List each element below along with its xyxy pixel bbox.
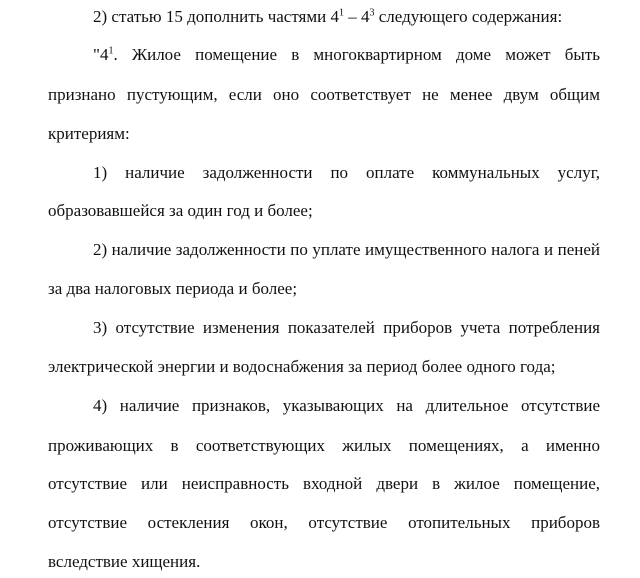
- criterion-4-line-3: отсутствие или неисправность входной двери в жилое помещение,: [48, 474, 600, 493]
- part-4-1-line-1: "$4^1$. Жилое помещение в многоквартирном доме может быть: [93, 45, 600, 64]
- criterion-3-line-2: электрической энергии и водоснабжения за период более одного года;: [48, 357, 556, 376]
- criterion-1-line-2: образовавшейся за один год и более;: [48, 201, 313, 220]
- criterion-4-line-4: отсутствие остекления окон, отсутствие отопительных приборов: [48, 513, 600, 532]
- criterion-4-line-2: проживающих в соответствующих жилых помещениях, а именно: [48, 436, 600, 455]
- part-4-1-line-3: критериям:: [48, 124, 130, 143]
- criterion-4-line-5: вследствие хищения.: [48, 552, 201, 571]
- part-4-1-line-2: признано пустующим, если оно соответствует не менее двум общим: [48, 85, 600, 104]
- criterion-2-line-1: 2) наличие задолженности по уплате имущественного налога и пеней: [93, 240, 600, 259]
- criterion-1-line-1: 1) наличие задолженности по оплате коммунальных услуг,: [93, 163, 600, 182]
- criterion-2-line-2: за два налоговых периода и более;: [48, 279, 298, 298]
- criterion-3-line-1: 3) отсутствие изменения показателей приборов учета потребления: [93, 318, 600, 337]
- intro-line: 2) статью 15 дополнить частями $4^1 - 4^3$ следующего содержания:: [93, 7, 563, 26]
- criterion-4-line-1: 4) наличие признаков, указывающих на длительное отсутствие: [93, 396, 600, 415]
